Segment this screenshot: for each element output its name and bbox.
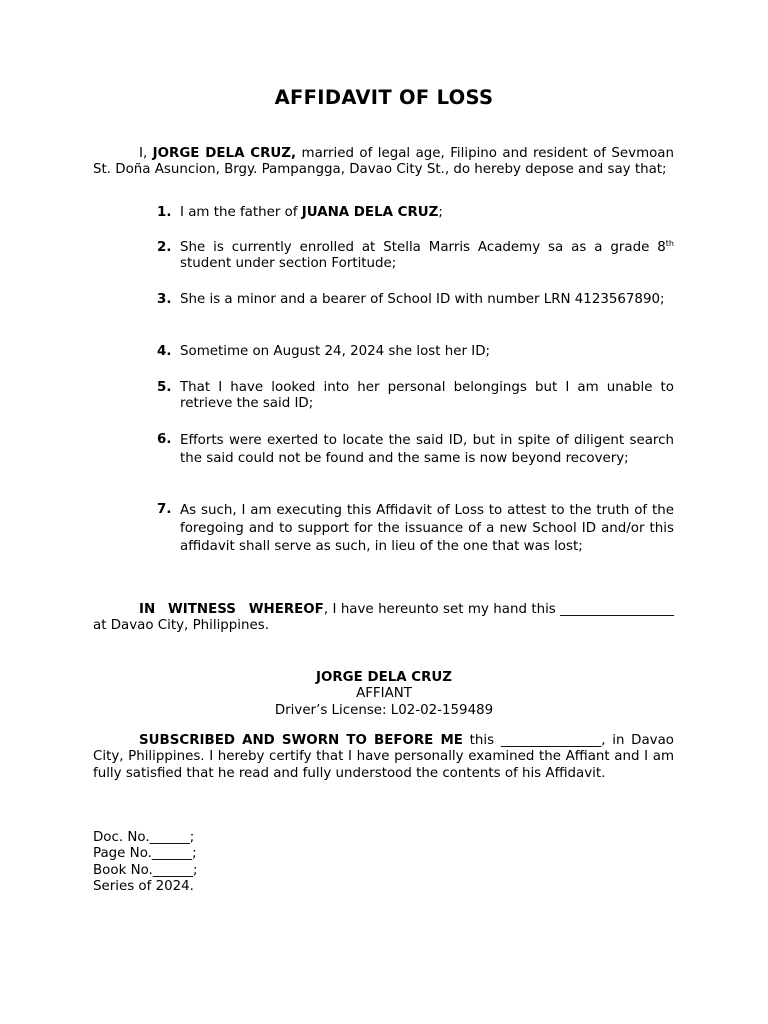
book-number: Book No.______; — [93, 862, 198, 878]
list-number: 4. — [157, 344, 172, 359]
list-item — [157, 432, 674, 468]
list-item — [157, 240, 674, 273]
ordinal-suffix: th — [665, 239, 674, 248]
series-year: Series of 2024. — [93, 879, 194, 895]
child-name: JUANA DELA CRUZ — [301, 205, 439, 220]
list-text: Sometime on August 24, 2024 she lost her ID; — [180, 344, 491, 359]
intro-pre: I, — [139, 146, 153, 161]
list-number: 2. — [157, 240, 172, 255]
list-item — [157, 205, 674, 221]
list-text: That I have looked into her personal belongings but I am unable to retrieve the said ID; — [180, 380, 674, 412]
sworn-text: this _______________, in Davao City, Philippines. I hereby certify that I have personally examined the Affiant and I am fully satisfied that he read and fully understood the contents of his Affidavit. — [93, 733, 674, 781]
intro-paragraph — [93, 146, 674, 179]
witness-paragraph — [93, 602, 674, 635]
witness-text: , I have hereunto set my hand this _________________ at Davao City, Philippines. — [93, 602, 674, 634]
list-number: 1. — [157, 205, 172, 220]
list-text-end: ; — [438, 205, 443, 220]
affiant-license: Driver’s License: L02-02-159489 — [274, 702, 494, 718]
list-text-end: student under section Fortitude; — [180, 256, 397, 272]
list-item — [157, 380, 674, 413]
document-title: AFFIDAVIT OF LOSS — [274, 86, 494, 109]
list-number: 3. — [157, 292, 172, 307]
affiant-role: AFFIANT — [356, 686, 412, 702]
sworn-paragraph — [93, 733, 674, 782]
doc-number: Doc. No.______; — [93, 830, 195, 845]
sworn-heading: SUBSCRIBED AND SWORN TO BEFORE ME — [139, 733, 463, 748]
list-item — [157, 344, 674, 360]
list-number: 5. — [157, 380, 172, 395]
list-number: 7. — [157, 502, 172, 517]
list-text: I am the father of — [180, 205, 302, 220]
list-number: 6. — [157, 432, 172, 447]
list-item — [157, 292, 674, 308]
list-text: As such, I am executing this Affidavit of Loss to attest to the truth of the foregoing and to support for the issuance of a new School ID and/or this affidavit shall serve as such, in lieu of the one that was lost; — [180, 503, 674, 554]
list-item — [157, 502, 674, 556]
list-text: Efforts were exerted to locate the said ID, but in spite of diligent search the said could not be found and the same is now beyond recovery; — [180, 433, 674, 466]
notary-details — [93, 830, 674, 896]
witness-heading: IN WITNESS WHEREOF — [139, 602, 324, 617]
affiant-signature-block — [0, 670, 768, 719]
list-text: She is a minor and a bearer of School ID with number LRN 4123567890; — [180, 292, 665, 307]
intro-text: married of legal age, Filipino and resident of Sevmoan St. Doña Asuncion, Brgy. Pampangga, Davao City St., do hereby depose and say that; — [93, 146, 675, 178]
affiant-name-inline: JORGE DELA CRUZ, — [152, 146, 297, 161]
list-text: She is currently enrolled at Stella Marris Academy sa as a grade 8 — [180, 240, 666, 255]
page-number: Page No.______; — [93, 846, 197, 862]
affiant-name: JORGE DELA CRUZ — [315, 670, 453, 685]
